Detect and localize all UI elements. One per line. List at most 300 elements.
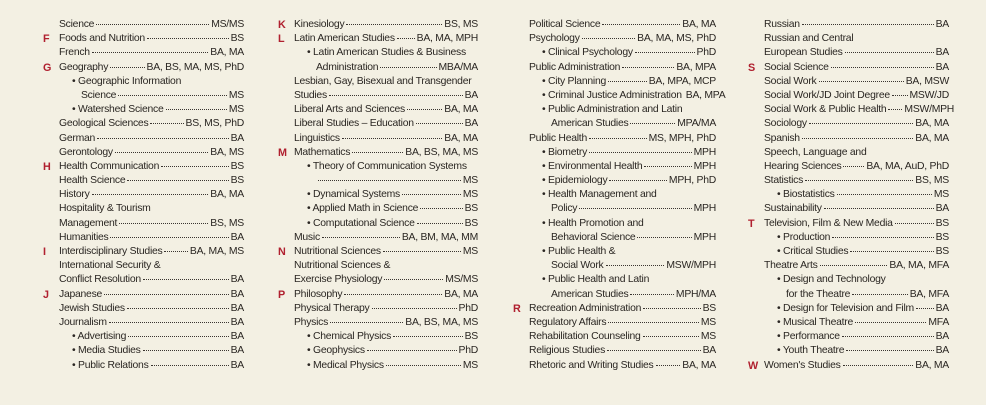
program-entry — [59, 18, 244, 32]
program-entry — [764, 174, 949, 188]
degree-list: BA — [935, 19, 949, 30]
program-subentry — [529, 46, 716, 60]
section-letter: G — [43, 61, 52, 74]
program-entry — [529, 32, 716, 46]
degree-list: BA — [230, 316, 244, 328]
dot-leader — [344, 294, 442, 295]
program-name: Administration — [316, 61, 379, 73]
degree-list: BA, MA — [915, 132, 949, 144]
program-subentry — [59, 103, 244, 117]
program-name: • Latin American Studies & Business — [307, 47, 466, 59]
degree-list: MPH — [693, 160, 716, 172]
program-name: Behavioral Science — [551, 231, 636, 243]
program-entry — [764, 89, 949, 103]
dot-leader — [109, 322, 229, 323]
degree-list: BS — [935, 231, 949, 243]
degree-list: BA, MA — [444, 288, 478, 300]
dot-leader — [417, 223, 463, 224]
program-entry — [59, 146, 244, 160]
program-name: Music — [294, 231, 320, 243]
degree-list: BA, MA, MS — [189, 246, 244, 257]
program-subentry — [529, 75, 716, 89]
dot-leader — [110, 237, 228, 238]
degree-list: BA — [230, 345, 244, 357]
degree-list: BA — [935, 345, 949, 357]
degree-list: MS — [228, 89, 244, 101]
dot-leader — [805, 180, 913, 181]
program-subentry — [529, 160, 716, 174]
dot-leader — [802, 24, 934, 25]
dot-leader — [329, 95, 463, 96]
dot-leader — [380, 67, 436, 68]
program-name: Japanese — [59, 288, 103, 300]
dot-leader — [118, 95, 227, 96]
program-entry — [529, 316, 716, 330]
program-entry — [764, 132, 949, 146]
section-letter: W — [748, 359, 758, 372]
dot-leader — [846, 350, 933, 351]
program-subentry — [294, 174, 478, 188]
program-entry — [59, 259, 244, 273]
program-entry — [529, 61, 716, 75]
dot-leader — [837, 194, 932, 195]
degree-list: BA — [935, 47, 949, 59]
program-name: Social Work/JD Joint Degree — [764, 89, 890, 101]
program-entry — [59, 202, 244, 216]
degree-list: BA, MA — [682, 359, 716, 371]
dot-leader — [330, 322, 403, 323]
dot-leader — [843, 365, 914, 366]
program-name: Sustainability — [764, 203, 822, 215]
program-subentry — [529, 288, 716, 302]
dot-leader — [855, 322, 926, 323]
dot-leader — [843, 166, 864, 167]
program-name: Management — [59, 217, 118, 229]
dot-leader — [609, 180, 667, 181]
program-name: Kinesiology — [294, 19, 345, 30]
dot-leader — [416, 123, 463, 124]
degree-list: MSW/MPH — [666, 260, 716, 272]
program-name: Theatre Arts — [764, 260, 818, 272]
degree-list: BA, MA, MFA — [889, 260, 949, 272]
dot-leader — [643, 308, 700, 309]
dot-leader — [895, 223, 934, 224]
program-name: • Theory of Communication Systems — [307, 160, 467, 172]
degree-list: BA — [464, 89, 478, 101]
program-entry — [43, 61, 244, 75]
degree-list: BA, MA — [210, 47, 244, 59]
degree-list: PhD — [458, 302, 478, 314]
degree-list: BA, MS — [210, 146, 244, 158]
dot-leader — [916, 308, 934, 309]
program-subentry — [59, 330, 244, 344]
program-name: Women's Studies — [764, 359, 841, 371]
program-entry — [764, 259, 949, 273]
degree-list: MSW/JD — [909, 89, 949, 101]
dot-leader — [831, 67, 934, 68]
program-entry — [529, 330, 716, 344]
program-entry — [529, 344, 716, 358]
degree-list: BA, BS, MA, MS, PhD — [146, 61, 244, 73]
program-subentry — [294, 202, 478, 216]
program-subentry — [764, 330, 949, 344]
degree-list: BA — [230, 274, 244, 286]
program-name: • City Planning — [542, 75, 606, 87]
dot-leader — [842, 336, 934, 337]
degree-list: MS — [462, 189, 478, 201]
program-subentry — [529, 103, 716, 117]
program-name: • Public Health and Latin — [542, 274, 650, 286]
program-name: Rhetoric and Writing Studies — [529, 359, 654, 371]
program-entry — [59, 273, 244, 287]
program-name: Regulatory Affairs — [529, 316, 607, 328]
degree-list: BA, MA — [210, 189, 244, 201]
program-entry — [294, 259, 478, 273]
program-name: Humanities — [59, 231, 109, 243]
program-entry — [294, 302, 478, 316]
program-name: Hospitality & Tourism — [59, 203, 151, 215]
dot-leader — [127, 308, 229, 309]
program-entry — [294, 103, 478, 117]
section-letter: K — [278, 19, 286, 31]
program-subentry — [529, 202, 716, 216]
degree-list: BS, MS — [444, 19, 478, 30]
program-entry — [59, 117, 244, 131]
program-name: • Production — [777, 231, 831, 243]
degree-list: MSW/MPH — [904, 104, 955, 116]
dot-leader — [143, 350, 229, 351]
program-name: Liberal Studies – Education — [294, 118, 414, 130]
degree-list: MPH, PhD — [668, 175, 716, 187]
dot-leader — [824, 208, 934, 209]
program-subentry — [294, 46, 478, 60]
dot-leader — [386, 365, 461, 366]
dot-leader — [402, 194, 461, 195]
program-name: Physical Therapy — [294, 302, 370, 314]
program-name: Recreation Administration — [529, 302, 642, 314]
degree-list: BA, MA — [915, 118, 949, 130]
program-name: for the Theatre — [786, 288, 851, 300]
degree-list: MS — [462, 246, 478, 257]
section-letter: N — [278, 246, 286, 258]
degree-list: BA, BM, MA, MM — [401, 231, 478, 243]
degree-list: MPH — [693, 146, 716, 158]
program-name: • Advertising — [72, 331, 127, 343]
program-name: Psychology — [529, 33, 580, 45]
dot-leader — [104, 294, 229, 295]
program-subentry — [764, 273, 949, 287]
program-entry — [59, 174, 244, 188]
dot-leader — [589, 152, 692, 153]
program-entry — [529, 359, 716, 373]
program-name: American Studies — [551, 288, 629, 300]
program-name: • Environmental Health — [542, 160, 643, 172]
program-name: Linguistics — [294, 132, 340, 144]
degree-list: BA, MA, MPH — [416, 33, 478, 45]
program-name: European Studies — [764, 47, 843, 59]
program-subentry — [294, 217, 478, 231]
dot-leader — [643, 336, 699, 337]
program-name: • Biostatistics — [777, 189, 835, 201]
program-name: Social Work & Public Health — [764, 104, 887, 116]
degree-list: BA, MA — [682, 19, 716, 30]
program-name: Gerontology — [59, 146, 113, 158]
dot-leader — [637, 237, 691, 238]
program-entry — [43, 32, 244, 46]
index-column-2 — [278, 18, 478, 373]
program-name: Philosophy — [294, 288, 343, 300]
program-subentry — [59, 89, 244, 103]
dot-leader — [606, 265, 665, 266]
dot-leader — [602, 24, 680, 25]
program-subentry — [764, 245, 949, 259]
dot-leader — [589, 138, 647, 139]
dot-leader — [92, 194, 209, 195]
dot-leader — [384, 279, 443, 280]
dot-leader — [318, 180, 461, 181]
program-name: Public Health — [529, 132, 587, 144]
degree-list: BA, MA — [444, 104, 478, 116]
program-entry — [278, 18, 478, 32]
program-name: Policy — [551, 203, 578, 215]
degree-list: BA — [935, 331, 949, 343]
dot-leader — [407, 109, 442, 110]
dot-leader — [819, 81, 904, 82]
degree-list: MS — [700, 316, 716, 328]
degree-list: BA, MPA — [685, 89, 726, 101]
program-entry — [294, 75, 478, 89]
program-entry — [764, 46, 949, 60]
dot-leader — [92, 52, 208, 53]
degree-list: BS — [230, 33, 244, 45]
program-name: • Health Management and — [542, 189, 657, 201]
program-name: Interdisciplinary Studies — [59, 246, 163, 257]
dot-leader — [372, 308, 457, 309]
section-letter: S — [748, 61, 755, 74]
section-letter: F — [43, 33, 50, 46]
program-subentry — [294, 160, 478, 174]
dot-leader — [582, 38, 636, 39]
degree-list: BA, MA, MS, PhD — [637, 33, 716, 45]
dot-leader — [832, 237, 933, 238]
dot-leader — [97, 138, 229, 139]
dot-leader — [119, 223, 208, 224]
program-name: Journalism — [59, 316, 107, 328]
program-subentry — [59, 359, 244, 373]
degree-list: BS — [464, 217, 478, 229]
dot-leader — [892, 95, 908, 96]
program-name: • Public Administration and Latin — [542, 104, 683, 116]
degree-list: BS, MS — [915, 175, 949, 187]
program-entry — [764, 18, 949, 32]
index-column-1 — [43, 18, 244, 373]
degree-list: BA — [935, 61, 949, 73]
degree-list: BA — [230, 288, 244, 300]
dot-leader — [630, 294, 673, 295]
degree-list: MS — [933, 189, 949, 201]
program-name: • Performance — [777, 331, 840, 343]
program-entry — [513, 302, 716, 316]
program-name: • Clinical Psychology — [542, 47, 633, 59]
program-name: Hearing Sciences — [764, 160, 842, 172]
program-entry — [278, 288, 478, 302]
degree-list: BA, MPA, MCP — [648, 75, 716, 87]
program-name: • Geographic Information — [72, 75, 182, 87]
degree-list: MPH — [693, 203, 716, 215]
program-subentry — [294, 61, 478, 75]
program-name: Geological Sciences — [59, 118, 149, 130]
degree-list: MBA/MA — [438, 61, 478, 73]
program-name: • Musical Theatre — [777, 316, 854, 328]
program-subentry — [764, 231, 949, 245]
degree-list: BA — [230, 132, 244, 144]
degree-list: MPH — [693, 231, 716, 243]
degree-list: BS — [230, 160, 244, 172]
program-name: Science — [59, 19, 95, 30]
degree-list: BS — [935, 246, 949, 257]
dot-leader — [128, 336, 229, 337]
program-name: Public Administration — [529, 61, 621, 73]
program-name: French — [59, 47, 90, 59]
section-letter: H — [43, 160, 51, 173]
degree-list: BA, MA — [915, 359, 949, 371]
degree-list: BA, MFA — [909, 288, 949, 300]
section-letter: M — [278, 146, 287, 159]
section-letter: L — [278, 33, 285, 46]
dot-leader — [367, 350, 457, 351]
dot-leader — [607, 350, 701, 351]
program-entry — [278, 245, 478, 259]
degree-list: BA — [935, 302, 949, 314]
program-name: Lesbian, Gay, Bisexual and Transgender — [294, 75, 472, 87]
program-name: Liberal Arts and Sciences — [294, 104, 405, 116]
dot-leader — [143, 279, 229, 280]
program-name: Physics — [294, 316, 329, 328]
program-name: Health Communication — [59, 160, 160, 172]
dot-leader — [579, 208, 691, 209]
dot-leader — [166, 109, 227, 110]
dot-leader — [397, 38, 415, 39]
program-name: Exercise Physiology — [294, 274, 383, 286]
degree-list: MS/MS — [211, 19, 244, 30]
program-entry — [43, 288, 244, 302]
degree-list: PhD — [458, 345, 478, 357]
dot-leader — [850, 251, 933, 252]
program-entry — [43, 245, 244, 259]
dot-leader — [802, 138, 913, 139]
program-name: American Studies — [551, 118, 629, 130]
program-entry — [59, 316, 244, 330]
program-name: • Youth Theatre — [777, 345, 845, 357]
program-subentry — [294, 330, 478, 344]
program-subentry — [529, 273, 716, 287]
program-subentry — [529, 174, 716, 188]
dot-leader — [147, 38, 229, 39]
program-subentry — [294, 188, 478, 202]
index-column-3 — [513, 18, 726, 373]
dot-leader — [420, 208, 462, 209]
dot-leader — [608, 322, 699, 323]
degree-list: BA — [935, 203, 949, 215]
program-name: • Health Promotion and — [542, 217, 644, 229]
program-name: Latin American Studies — [294, 33, 395, 45]
degree-list: BA, MSW — [905, 75, 949, 87]
program-entry — [764, 146, 949, 160]
degree-list: BA — [230, 331, 244, 343]
program-name: • Medical Physics — [307, 359, 384, 371]
program-name: Speech, Language and — [764, 146, 867, 158]
degree-list: BS — [702, 302, 716, 314]
program-name: Social Science — [764, 61, 829, 73]
dot-leader — [393, 336, 463, 337]
degree-list: BS, MS — [210, 217, 244, 229]
program-name: Conflict Resolution — [59, 274, 141, 286]
section-letter: T — [748, 217, 755, 230]
index-column-4 — [748, 18, 955, 373]
program-subentry — [764, 302, 949, 316]
program-name: • Media Studies — [72, 345, 141, 357]
program-name: • Geophysics — [307, 345, 365, 357]
dot-leader — [630, 123, 675, 124]
dot-leader — [820, 265, 888, 266]
program-name: Russian — [764, 19, 800, 30]
degree-list: MPH/MA — [675, 288, 716, 300]
program-name: • Chemical Physics — [307, 331, 392, 343]
program-name: • Applied Math in Science — [307, 203, 419, 215]
program-entry — [764, 32, 949, 46]
program-name: Nutritional Sciences & — [294, 260, 391, 272]
program-subentry — [529, 217, 716, 231]
program-entry — [748, 217, 949, 231]
program-name: History — [59, 189, 90, 201]
degree-list: BA — [230, 302, 244, 314]
program-name: Television, Film & New Media — [764, 217, 893, 229]
program-name: • Critical Studies — [777, 246, 849, 257]
program-entry — [529, 18, 716, 32]
program-entry — [764, 202, 949, 216]
program-name: • Watershed Science — [72, 104, 164, 116]
program-entry — [294, 273, 478, 287]
program-subentry — [294, 344, 478, 358]
degree-list: MS — [462, 359, 478, 371]
degree-list: BA, BS, MA, MS — [405, 146, 478, 158]
degree-list: BS — [935, 217, 949, 229]
program-entry — [59, 231, 244, 245]
program-subentry — [764, 316, 949, 330]
program-name: • Epidemiology — [542, 175, 608, 187]
dot-leader — [845, 52, 934, 53]
program-subentry — [529, 231, 716, 245]
degree-list: MS — [462, 175, 478, 187]
program-name: • Design for Television and Film — [777, 302, 914, 314]
program-name: Spanish — [764, 132, 800, 144]
program-entry — [764, 117, 949, 131]
dot-leader — [115, 152, 208, 153]
degree-list: BA, BS, MA, MS — [405, 316, 478, 328]
degree-list: MS/MS — [445, 274, 478, 286]
dot-leader — [161, 166, 229, 167]
program-name: • Dynamical Systems — [307, 189, 401, 201]
dot-leader — [150, 123, 183, 124]
program-entry — [43, 160, 244, 174]
program-name: Studies — [294, 89, 327, 101]
program-entry — [294, 132, 478, 146]
program-entry — [278, 146, 478, 160]
degree-list: BA — [702, 345, 716, 357]
program-name: Health Science — [59, 175, 126, 187]
program-entry — [59, 46, 244, 60]
dot-leader — [346, 24, 442, 25]
